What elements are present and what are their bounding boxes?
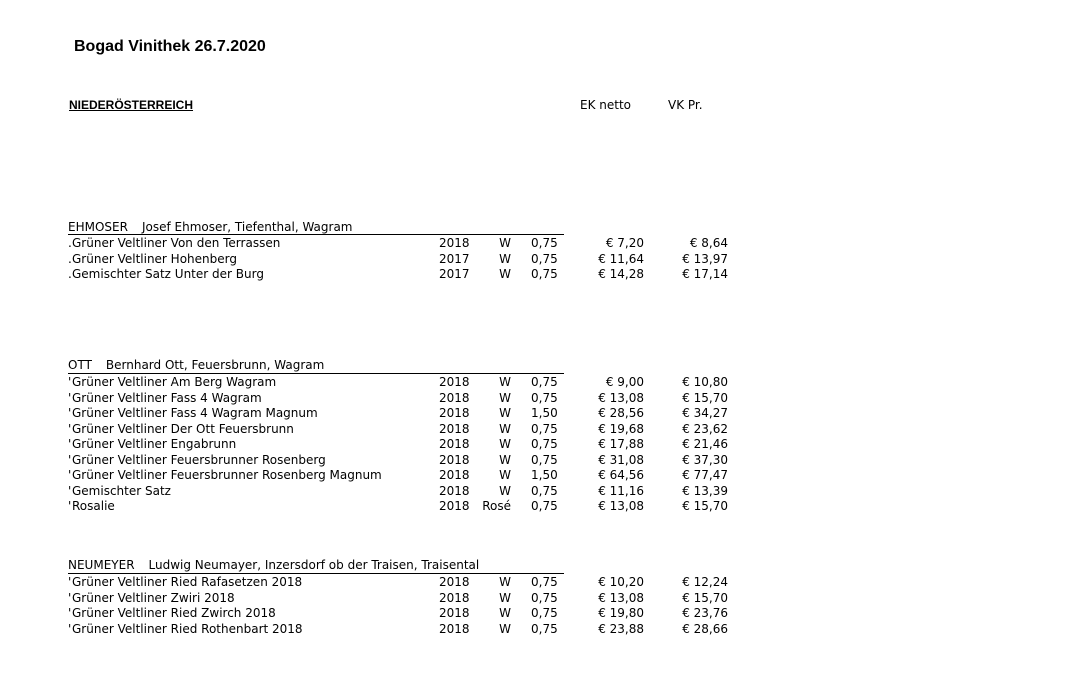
wine-vk-price: € 77,47	[682, 468, 728, 482]
wine-year: 2017	[439, 251, 470, 266]
wine-type: W	[499, 621, 511, 636]
wine-volume: 0,75	[531, 236, 558, 250]
wine-volume: 0,75	[531, 421, 558, 436]
producer-code: EHMOSER	[68, 220, 128, 234]
wine-vk-price: € 28,66	[682, 621, 728, 636]
wine-type: W	[499, 483, 511, 498]
wine-ek-price: € 31,08	[598, 452, 644, 467]
wine-type: W	[499, 437, 511, 451]
wine-mark: '	[68, 606, 72, 620]
wine-mark: '	[68, 421, 72, 436]
producer-divider	[68, 234, 564, 235]
producer-code: NEUMEYER	[68, 558, 135, 572]
wine-name: Grüner Veltliner Ried Rafasetzen 2018	[72, 575, 303, 589]
wine-row	[0, 622, 1080, 637]
wine-vk-price: € 13,97	[682, 251, 728, 266]
wine-mark: .	[68, 236, 72, 250]
wine-mark: '	[68, 468, 72, 482]
document-title: Bogad Vinithek 26.7.2020	[74, 38, 266, 55]
wine-ek-price: € 11,16	[598, 483, 644, 498]
wine-ek-price: € 14,28	[598, 267, 644, 281]
wine-name: Grüner Veltliner Feuersbrunner Rosenberg	[72, 452, 326, 467]
wine-name: Rosalie	[72, 499, 115, 513]
wine-ek-price: € 7,20	[605, 236, 644, 250]
producer-name: Ludwig Neumayer, Inzersdorf ob der Traisen, Traisental	[148, 558, 480, 572]
ek-column-header: EK netto	[580, 98, 632, 112]
wine-year: 2018	[439, 468, 470, 482]
producer-header-ott	[68, 358, 324, 372]
wine-vk-price: € 34,27	[682, 406, 728, 420]
producer-divider	[68, 373, 564, 374]
wine-vk-price: € 8,64	[689, 236, 728, 250]
wine-vk-price: € 10,80	[682, 375, 728, 389]
wine-type: Rosé	[482, 499, 511, 513]
wine-name: Grüner Veltliner Ried Rothenbart 2018	[72, 621, 303, 636]
wine-row	[0, 437, 1080, 452]
wine-row	[0, 236, 1080, 251]
wine-name: Grüner Veltliner Ried Zwirch 2018	[72, 606, 276, 620]
wine-row	[0, 406, 1080, 421]
wine-year: 2018	[439, 421, 470, 436]
producer-header-neumeyer	[68, 558, 479, 572]
wine-volume: 1,50	[531, 406, 558, 420]
wine-volume: 0,75	[531, 375, 558, 389]
wine-type: W	[499, 468, 511, 482]
wine-vk-price: € 12,24	[682, 575, 728, 589]
wine-year: 2018	[439, 499, 470, 513]
wine-name: Grüner Veltliner Engabrunn	[72, 437, 237, 451]
wine-vk-price: € 17,14	[682, 267, 728, 281]
wine-year: 2018	[439, 483, 470, 498]
wine-volume: 0,75	[531, 590, 558, 605]
wine-name: Gemischter Satz	[72, 483, 171, 498]
wine-ek-price: € 13,08	[598, 499, 644, 513]
wine-ek-price: € 19,80	[598, 606, 644, 620]
wine-year: 2018	[439, 437, 470, 451]
wine-volume: 0,75	[531, 437, 558, 451]
wine-name: Grüner Veltliner Fass 4 Wagram Magnum	[72, 406, 318, 420]
wine-volume: 0,75	[531, 621, 558, 636]
wine-type: W	[499, 406, 511, 420]
wine-type: W	[499, 267, 511, 281]
wine-row	[0, 267, 1080, 282]
wine-type: W	[499, 421, 511, 436]
wine-type: W	[499, 375, 511, 389]
wine-ek-price: € 28,56	[598, 406, 644, 420]
wine-name: Grüner Veltliner Zwiri 2018	[72, 590, 235, 605]
wine-type: W	[499, 251, 511, 266]
wine-volume: 0,75	[531, 606, 558, 620]
producer-name: Bernhard Ott, Feuersbrunn, Wagram	[105, 358, 325, 372]
wine-volume: 1,50	[531, 468, 558, 482]
wine-year: 2018	[439, 390, 470, 405]
wine-volume: 0,75	[531, 251, 558, 266]
wine-vk-price: € 23,76	[682, 606, 728, 620]
wine-ek-price: € 19,68	[598, 421, 644, 436]
producer-header-ehmoser	[68, 220, 353, 234]
wine-volume: 0,75	[531, 575, 558, 589]
wine-ek-price: € 11,64	[598, 251, 644, 266]
wine-vk-price: € 13,39	[682, 483, 728, 498]
wine-year: 2018	[439, 375, 470, 389]
producer-code: OTT	[68, 358, 92, 372]
region-heading: NIEDERÖSTERREICH	[69, 98, 194, 112]
wine-type: W	[499, 590, 511, 605]
wine-mark: '	[68, 621, 72, 636]
wine-year: 2018	[439, 606, 470, 620]
wine-year: 2018	[439, 406, 470, 420]
wine-volume: 0,75	[531, 390, 558, 405]
wine-year: 2017	[439, 267, 470, 281]
wine-name: Gemischter Satz Unter der Burg	[72, 267, 264, 281]
wine-row	[0, 468, 1080, 483]
wine-mark: '	[68, 375, 72, 389]
wine-row	[0, 453, 1080, 468]
wine-ek-price: € 64,56	[598, 468, 644, 482]
wine-name: Grüner Veltliner Der Ott Feuersbrunn	[72, 421, 294, 436]
wine-year: 2018	[439, 236, 470, 250]
wine-mark: '	[68, 406, 72, 420]
wine-row	[0, 391, 1080, 406]
wine-year: 2018	[439, 452, 470, 467]
wine-row	[0, 499, 1080, 514]
wine-mark: .	[68, 251, 72, 266]
wine-name: Grüner Veltliner Am Berg Wagram	[72, 375, 277, 389]
wine-row	[0, 606, 1080, 621]
wine-row	[0, 375, 1080, 390]
wine-vk-price: € 15,70	[682, 590, 728, 605]
wine-vk-price: € 37,30	[682, 452, 728, 467]
wine-row	[0, 591, 1080, 606]
wine-ek-price: € 9,00	[605, 375, 644, 389]
wine-row	[0, 422, 1080, 437]
wine-volume: 0,75	[531, 499, 558, 513]
wine-mark: '	[68, 590, 72, 605]
wine-mark: '	[68, 483, 72, 498]
wine-name: Grüner Veltliner Hohenberg	[72, 251, 237, 266]
wine-vk-price: € 15,70	[682, 390, 728, 405]
wine-volume: 0,75	[531, 267, 558, 281]
wine-vk-price: € 21,46	[682, 437, 728, 451]
wine-row	[0, 484, 1080, 499]
wine-mark: '	[68, 390, 72, 405]
producer-divider	[68, 573, 564, 574]
wine-name: Grüner Veltliner Fass 4 Wagram	[72, 390, 262, 405]
wine-year: 2018	[439, 590, 470, 605]
wine-type: W	[499, 606, 511, 620]
wine-ek-price: € 17,88	[598, 437, 644, 451]
wine-ek-price: € 23,88	[598, 621, 644, 636]
producer-name: Josef Ehmoser, Tiefenthal, Wagram	[141, 220, 353, 234]
wine-mark: '	[68, 499, 72, 513]
wine-type: W	[499, 390, 511, 405]
wine-mark: '	[68, 575, 72, 589]
wine-vk-price: € 15,70	[682, 499, 728, 513]
wine-type: W	[499, 575, 511, 589]
wine-mark: '	[68, 452, 72, 467]
wine-row	[0, 575, 1080, 590]
wine-type: W	[499, 236, 511, 250]
wine-year: 2018	[439, 575, 470, 589]
wine-volume: 0,75	[531, 483, 558, 498]
wine-vk-price: € 23,62	[682, 421, 728, 436]
vk-column-header: VK Pr.	[668, 98, 703, 112]
wine-year: 2018	[439, 621, 470, 636]
wine-name: Grüner Veltliner Von den Terrassen	[72, 236, 281, 250]
wine-volume: 0,75	[531, 452, 558, 467]
wine-ek-price: € 13,08	[598, 590, 644, 605]
wine-mark: .	[68, 267, 72, 281]
wine-row	[0, 252, 1080, 267]
wine-name: Grüner Veltliner Feuersbrunner Rosenberg Magnum	[72, 468, 382, 482]
wine-ek-price: € 10,20	[598, 575, 644, 589]
wine-mark: '	[68, 437, 72, 451]
wine-ek-price: € 13,08	[598, 390, 644, 405]
wine-type: W	[499, 452, 511, 467]
